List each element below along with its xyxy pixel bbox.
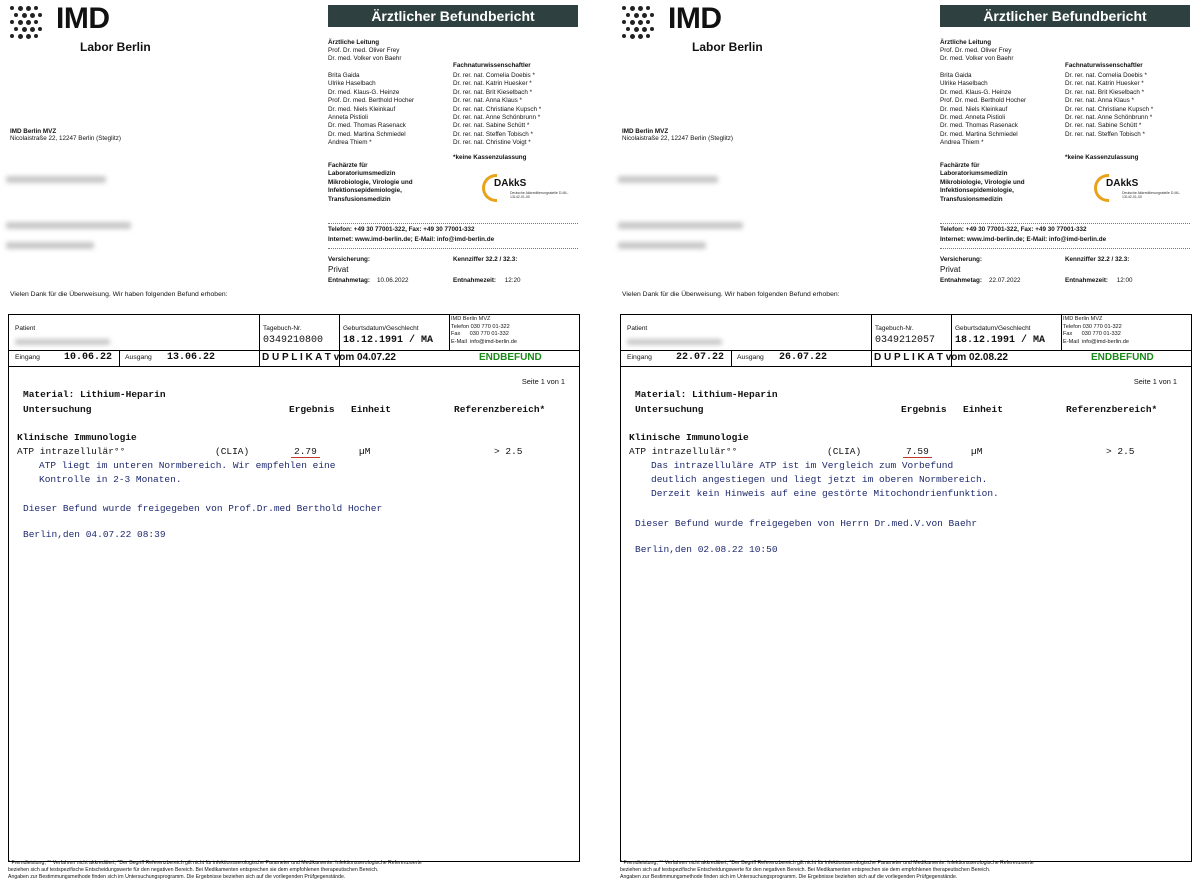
test-comment (39, 459, 335, 487)
divider (328, 248, 578, 249)
entnahmezeit-label: Entnahmezeit: (453, 277, 497, 284)
release-note: Dieser Befund wurde freigegeben von Prof.Dr.med Berthold Hocher (23, 503, 383, 514)
col-divider (1061, 315, 1062, 351)
staff-line: Ulrike Haselbach (328, 80, 376, 88)
contact-line: E-Mail info@imd-berlin.de (1063, 338, 1129, 345)
col-untersuchung: Untersuchung (23, 404, 92, 415)
fach-line: Dr. rer. nat. Anna Klaus * (1065, 97, 1134, 105)
versicherung-value: Privat (940, 265, 961, 274)
tagebuch-value: 0349212057 (875, 335, 936, 346)
col-referenzbereich: Referenzbereich* (454, 404, 546, 415)
staff-line: Prof. Dr. med. Berthold Hocher (328, 97, 415, 105)
col-einheit: Einheit (351, 404, 391, 415)
staff-line: Dr. med. Thomas Rasenack (940, 122, 1018, 130)
fach-line: Dr. rer. nat. Brit Kieselbach * (453, 88, 533, 96)
contact-list (451, 316, 517, 346)
leitung-line: Dr. med. Volker von Baehr (328, 55, 402, 63)
test-unit: µM (359, 446, 371, 457)
test-method: (CLIA) (215, 446, 250, 457)
fach-line: Dr. rer. nat. Katrin Huesker * (453, 80, 532, 88)
redacted-name (618, 176, 718, 183)
footer-notes (620, 860, 1195, 881)
phone-line: Telefon: +49 30 77001-322, Fax: +49 30 77001-332 (328, 226, 475, 233)
fach-line: Dr. rer. nat. Cornelia Doebis * (1065, 72, 1147, 79)
redacted-patient (627, 339, 722, 345)
comment-line: Kontrolle in 2-3 Monaten. (39, 474, 182, 485)
fachaerzte-list (328, 162, 413, 204)
leitung-list (940, 47, 1014, 64)
report-box (8, 314, 580, 862)
staff-line: Dr. med. Martina Schmiedel (940, 130, 1018, 138)
test-reference: > 2.5 (494, 446, 523, 457)
tagebuch-value: 0349210800 (263, 335, 324, 346)
dakks-name: DAkkS (1106, 178, 1139, 189)
staff-line: Anneta Pistioli (328, 114, 368, 122)
staff-line: Dr. med. Klaus-G. Heinze (328, 88, 400, 96)
dakks-subtitle: Deutsche Akkreditierungsstelle D-ML-13142-01-00 (510, 191, 569, 200)
entnahmetag-label: Entnahmetag: (940, 277, 982, 284)
dakks-subtitle: Deutsche Akkreditierungsstelle D-ML-13142-01-00 (1122, 191, 1181, 200)
dakks-logo (1094, 172, 1184, 212)
footer-line: beziehen sich auf testspezifische Entscheidungswerte für den negativen Bereich. Bei Medikamenten entsprechen sie dem empfohlenen therapeutischen Bereich. (8, 867, 379, 873)
fachaerzte-line: Fachärzte für (328, 162, 368, 169)
tagebuch-label: Tagebuch-Nr. (875, 325, 914, 332)
redacted-city (6, 242, 94, 249)
page-counter: Seite 1 von 1 (521, 377, 565, 386)
footer-line: Angaben zur Bestimmungsmethode finden sich im Untersuchungsprogramm. Die Ergebnisse beziehen sich auf die vorliegenden Prüfgegenstände. (8, 874, 346, 880)
leitung-heading: Ärztliche Leitung (940, 39, 992, 46)
leitung-heading: Ärztliche Leitung (328, 39, 380, 46)
report-title: Ärztlicher Befundbericht (328, 5, 578, 27)
entnahmetag-label: Entnahmetag: (328, 277, 370, 284)
address-line-2: Nicolaistraße 22, 12247 Berlin (Steglitz) (10, 135, 121, 142)
entnahmezeit-value: 12:00 (1116, 277, 1133, 284)
test-result: 7.59 (903, 446, 932, 458)
contact-line: E-Mail info@imd-berlin.de (451, 338, 517, 345)
col-untersuchung: Untersuchung (635, 404, 704, 415)
comment-line: ATP liegt im unteren Normbereich. Wir empfehlen eine (39, 460, 336, 471)
patient-label: Patient (15, 325, 36, 332)
redacted-street (6, 222, 131, 229)
endbefund-status: ENDBEFUND (1091, 352, 1154, 363)
divider (940, 223, 1190, 224)
logo-name: IMD (56, 2, 110, 35)
versicherung-label: Versicherung: (940, 256, 982, 263)
logo-dots-icon (10, 6, 50, 42)
contact-line: IMD Berlin MVZ (1063, 316, 1103, 322)
ausgang-label: Ausgang (737, 354, 764, 361)
ausgang-label: Ausgang (125, 354, 152, 361)
signoff-line: Berlin,den 04.07.22 08:39 (23, 529, 166, 540)
eingang-label: Eingang (627, 354, 652, 361)
test-name: ATP intrazellulär°° (629, 446, 738, 457)
report-box (620, 314, 1192, 862)
kennziffer-label: Kennziffer 32.2 / 32.3: (453, 256, 518, 263)
fach-line: Dr. rer. nat. Anne Schönbrunn * (1065, 114, 1153, 122)
fachaerzte-line: Transfusionsmedizin (328, 195, 391, 203)
fach-line: Dr. rer. nat. Steffen Tobisch * (1065, 130, 1145, 138)
fach-line: Dr. rer. nat. Christine Voigt * (453, 139, 531, 147)
test-name: ATP intrazellulär°° (17, 446, 126, 457)
col-divider (731, 351, 732, 367)
signoff-line: Berlin,den 02.08.22 10:50 (635, 544, 778, 555)
test-reference: > 2.5 (1106, 446, 1135, 457)
divider (328, 223, 578, 224)
release-note: Dieser Befund wurde freigegeben von Herrn Dr.med.V.von Baehr (635, 518, 978, 529)
contact-line: Telefon 030 770 01-322 (451, 323, 510, 330)
staff-line: Dr. med. Martina Schmiedel (328, 130, 406, 138)
thanks-note: Vielen Dank für die Überweisung. Wir haben folgenden Befund erhoben: (10, 291, 228, 298)
fach-line: Dr. rer. nat. Brit Kieselbach * (1065, 88, 1145, 96)
fachaerzte-line: Infektionsepidemiologie, (328, 187, 402, 195)
fach-line: Dr. rer. nat. Christiane Kupsch * (1065, 105, 1154, 113)
address-line-1: IMD Berlin MVZ (622, 128, 669, 135)
staff-line: Dr. med. Klaus-G. Heinze (940, 88, 1012, 96)
fachaerzte-line: Infektionsepidemiologie, (940, 187, 1014, 195)
dakks-logo (482, 172, 572, 212)
address-line-2: Nicolaistraße 22, 12247 Berlin (Steglitz) (622, 135, 733, 142)
ausgang-value: 26.07.22 (779, 352, 828, 363)
row-divider (621, 366, 1191, 367)
versicherung-value: Privat (328, 265, 349, 274)
row-divider (9, 350, 579, 351)
staff-list (940, 72, 1026, 148)
kennziffer-label: Kennziffer 32.2 / 32.3: (1065, 256, 1130, 263)
divider (940, 248, 1190, 249)
test-comment (651, 459, 999, 501)
section-heading: Klinische Immunologie (17, 432, 137, 443)
row-divider (9, 366, 579, 367)
staff-line: Dr. med. Niels Kleinkauf (328, 105, 396, 113)
fach-line: Dr. rer. nat. Sabine Schütt * (453, 122, 530, 130)
ausgang-value: 13.06.22 (167, 352, 216, 363)
kasse-note: *keine Kassenzulassung (453, 154, 527, 161)
fachaerzte-line: Transfusionsmedizin (940, 195, 1003, 203)
staff-line: Ulrike Haselbach (940, 80, 988, 88)
col-ergebnis: Ergebnis (289, 404, 335, 415)
staff-line: Andrea Thiem * (940, 139, 984, 147)
fach-heading: Fachnaturwissenschaftler (1065, 62, 1143, 69)
endbefund-status: ENDBEFUND (479, 352, 542, 363)
footer-line: * Fremdleistung, °° Verfahren nicht akkreditiert, *Der Begriff Referenzbereich gilt nicht für infektionsserologische Parameter und Medikamente. Infektionsserologische Referenzwerte (620, 860, 1034, 866)
entnahmezeit-value: 12:20 (504, 277, 521, 284)
tagebuch-label: Tagebuch-Nr. (263, 325, 302, 332)
contact-line: Fax 030 770 01-332 (1063, 331, 1121, 338)
fachaerzte-line: Mikrobiologie, Virologie und (328, 178, 413, 186)
eingang-value: 10.06.22 (64, 352, 113, 363)
entnahmetag-value: 22.07.2022 (988, 277, 1021, 284)
test-method: (CLIA) (827, 446, 862, 457)
page-counter: Seite 1 von 1 (1133, 377, 1177, 386)
patient-label: Patient (627, 325, 648, 332)
staff-line: Brita Gaida (328, 72, 360, 79)
logo-subtitle: Labor Berlin (692, 40, 763, 54)
col-ergebnis: Ergebnis (901, 404, 947, 415)
fach-heading: Fachnaturwissenschaftler (453, 62, 531, 69)
fach-list (453, 72, 541, 148)
footer-line: * Fremdleistung, °° Verfahren nicht akkreditiert, *Der Begriff Referenzbereich gilt nicht für infektionsserologische Parameter und Medikamente. Infektionsserologische Referenzwerte (8, 860, 422, 866)
report-title: Ärztlicher Befundbericht (940, 5, 1190, 27)
comment-line: Das intrazelluläre ATP ist im Vergleich zum Vorbefund (651, 460, 954, 471)
duplikat-label: D U P L I K A T (874, 352, 943, 363)
footer-line: Angaben zur Bestimmungsmethode finden sich im Untersuchungsprogramm. Die Ergebnisse beziehen sich auf die vorliegenden Prüfgegenstände. (620, 874, 958, 880)
fach-line: Dr. rer. nat. Steffen Tobisch * (453, 130, 533, 138)
staff-line: Brita Gaida (940, 72, 972, 79)
leitung-line: Prof. Dr. med. Oliver Frey (328, 47, 400, 54)
staff-list (328, 72, 414, 148)
imd-logo (10, 2, 151, 54)
duplikat-label: D U P L I K A T (262, 352, 331, 363)
geburtsdatum-label: Geburtsdatum/Geschlecht (343, 325, 419, 332)
material: Material: Lithium-Heparin (23, 389, 166, 400)
fach-line: Dr. rer. nat. Anne Schönbrunn * (453, 114, 541, 122)
fach-list (1065, 72, 1153, 139)
leitung-line: Dr. med. Volker von Baehr (940, 55, 1014, 63)
kasse-note: *keine Kassenzulassung (1065, 154, 1139, 161)
geburtsdatum-value: 18.12.1991 / MA (343, 335, 434, 346)
address-line-1: IMD Berlin MVZ (10, 128, 57, 135)
col-divider (259, 315, 260, 367)
redacted-name (6, 176, 106, 183)
geburtsdatum-value: 18.12.1991 / MA (955, 335, 1046, 346)
fach-line: Dr. rer. nat. Sabine Schütt * (1065, 122, 1142, 130)
staff-line: Prof. Dr. med. Berthold Hocher (940, 97, 1027, 105)
footer-notes (8, 860, 583, 881)
contact-line: IMD Berlin MVZ (451, 316, 491, 322)
col-referenzbereich: Referenzbereich* (1066, 404, 1158, 415)
comment-line: deutlich angestiegen und liegt jetzt im oberen Normbereich. (651, 474, 988, 485)
test-result: 2.79 (291, 446, 320, 458)
staff-line: Dr. med. Niels Kleinkauf (940, 105, 1008, 113)
leitung-list (328, 47, 402, 64)
duplikat-date: vom 02.08.22 (945, 352, 1008, 363)
row-divider (621, 350, 1191, 351)
fachaerzte-line: Laboratoriumsmedizin (940, 170, 1008, 178)
logo-subtitle: Labor Berlin (80, 40, 151, 54)
staff-line: Andrea Thiem * (328, 139, 372, 147)
fachaerzte-line: Fachärzte für (940, 162, 980, 169)
fach-line: Dr. rer. nat. Cornelia Doebis * (453, 72, 535, 79)
redacted-street (618, 222, 743, 229)
logo-dots-icon (622, 6, 662, 42)
imd-logo (622, 2, 763, 54)
geburtsdatum-label: Geburtsdatum/Geschlecht (955, 325, 1031, 332)
leitung-line: Prof. Dr. med. Oliver Frey (940, 47, 1012, 54)
eingang-label: Eingang (15, 354, 40, 361)
redacted-city (618, 242, 706, 249)
col-divider (449, 315, 450, 351)
redacted-patient (15, 339, 110, 345)
report-page-june (0, 0, 588, 884)
duplikat-date: vom 04.07.22 (333, 352, 396, 363)
col-divider (871, 315, 872, 367)
entnahmezeit-label: Entnahmezeit: (1065, 277, 1109, 284)
contact-list (1063, 316, 1129, 346)
col-einheit: Einheit (963, 404, 1003, 415)
logo-name: IMD (668, 2, 722, 35)
staff-line: Dr. med. Thomas Rasenack (328, 122, 406, 130)
section-heading: Klinische Immunologie (629, 432, 749, 443)
phone-line: Telefon: +49 30 77001-322, Fax: +49 30 77001-332 (940, 226, 1087, 233)
fachaerzte-line: Laboratoriumsmedizin (328, 170, 396, 178)
fach-line: Dr. rer. nat. Christiane Kupsch * (453, 105, 542, 113)
dakks-name: DAkkS (494, 178, 527, 189)
comment-line: Derzeit kein Hinweis auf eine gestörte Mitochondrienfunktion. (651, 488, 999, 499)
internet-line: Internet: www.imd-berlin.de; E-Mail: info@imd-berlin.de (940, 236, 1107, 243)
contact-line: Telefon 030 770 01-322 (1063, 323, 1122, 330)
staff-line: Dr. med. Anneta Pistioli (940, 114, 1006, 122)
fach-line: Dr. rer. nat. Katrin Huesker * (1065, 80, 1144, 88)
footer-line: beziehen sich auf testspezifische Entscheidungswerte für den negativen Bereich. Bei Medikamenten entsprechen sie dem empfohlenen therapeutischen Bereich. (620, 867, 991, 873)
report-page-august (612, 0, 1200, 884)
entnahmetag-value: 10.06.2022 (376, 277, 409, 284)
fachaerzte-line: Mikrobiologie, Virologie und (940, 178, 1025, 186)
test-unit: µM (971, 446, 983, 457)
internet-line: Internet: www.imd-berlin.de; E-Mail: info@imd-berlin.de (328, 236, 495, 243)
thanks-note: Vielen Dank für die Überweisung. Wir haben folgenden Befund erhoben: (622, 291, 840, 298)
fach-line: Dr. rer. nat. Anna Klaus * (453, 97, 522, 105)
fachaerzte-list (940, 162, 1025, 204)
eingang-value: 22.07.22 (676, 352, 725, 363)
col-divider (119, 351, 120, 367)
contact-line: Fax 030 770 01-332 (451, 331, 509, 338)
material: Material: Lithium-Heparin (635, 389, 778, 400)
versicherung-label: Versicherung: (328, 256, 370, 263)
